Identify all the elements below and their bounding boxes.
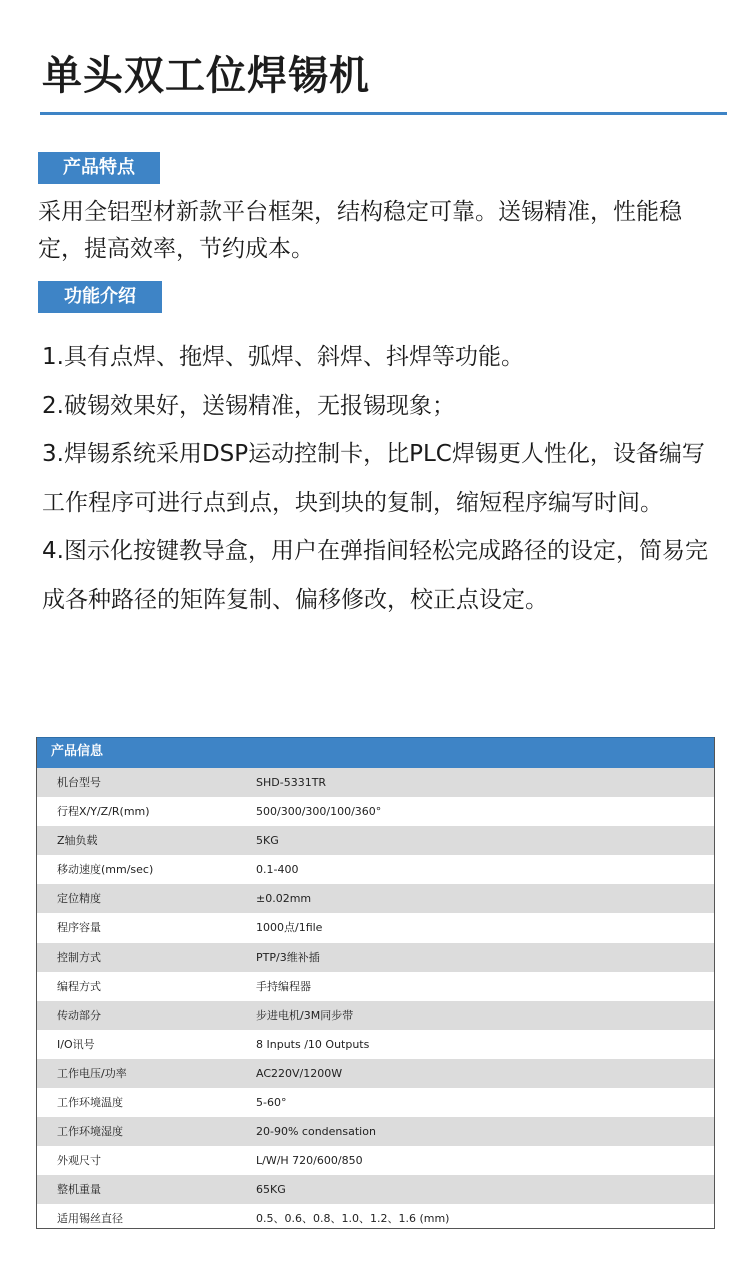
- spec-label: 编程方式: [57, 979, 101, 993]
- spec-value: 5KG: [256, 834, 279, 848]
- table-row: [37, 855, 714, 884]
- spec-value: 5-60°: [256, 1096, 287, 1110]
- table-row: [37, 884, 714, 913]
- spec-label: I/O讯号: [57, 1037, 95, 1051]
- table-row: [37, 943, 714, 972]
- intro-paragraph: 采用全铝型材新款平台框架，结构稳定可靠。送锡精准，性能稳定，提高效率，节约成本。: [38, 199, 682, 262]
- function-item: 4.图示化按键教导盒，用户在弹指间轻松完成路径的设定，简易完成各种路径的矩阵复制、偏移修改，校正点设定。: [42, 538, 708, 613]
- spec-label: 移动速度(mm/sec): [57, 863, 154, 877]
- spec-label: 工作电压/功率: [57, 1066, 127, 1080]
- spec-value: SHD-5331TR: [256, 776, 327, 789]
- spec-value: 0.1-400: [256, 863, 299, 877]
- spec-label: 控制方式: [57, 950, 101, 964]
- spec-value: 20-90% condensation: [256, 1125, 376, 1139]
- spec-value: 1000点/1file: [256, 921, 323, 935]
- function-item: 3.焊锡系统采用DSP运动控制卡，比PLC焊锡更人性化，设备编写工作程序可进行点到点，块到块的复制，缩短程序编写时间。: [42, 441, 705, 516]
- table-row: [37, 1001, 714, 1030]
- function-item: 2.破锡效果好，送锡精准，无报锡现象；: [42, 392, 455, 419]
- spec-label: 外观尺寸: [57, 1154, 101, 1168]
- function-item: 1.具有点焊、拖焊、弧焊、斜焊、抖焊等功能。: [42, 344, 524, 370]
- spec-table-header: 产品信息: [37, 737, 714, 768]
- spec-value: 500/300/300/100/360°: [256, 805, 382, 819]
- function-list: [42, 333, 714, 624]
- spec-table: [36, 737, 715, 1229]
- section-tag-functions: 功能介绍: [38, 281, 162, 313]
- spec-value: PTP/3维补插: [256, 950, 320, 964]
- spec-value: L/W/H 720/600/850: [256, 1154, 363, 1168]
- title-divider: [40, 112, 727, 115]
- spec-label: 适用锡丝直径: [57, 1212, 123, 1226]
- table-row: [37, 972, 714, 1001]
- table-row: [37, 1146, 714, 1175]
- table-row: [37, 1175, 714, 1204]
- spec-label: 整机重量: [57, 1183, 101, 1197]
- spec-label: 定位精度: [57, 892, 101, 906]
- spec-value: ±0.02mm: [256, 892, 312, 906]
- table-row: [37, 913, 714, 942]
- spec-label: Z轴负载: [57, 834, 98, 848]
- spec-label: 传动部分: [57, 1008, 101, 1022]
- page-title: 单头双工位焊锡机: [42, 52, 370, 99]
- table-row: [37, 1030, 714, 1059]
- table-row: [37, 768, 714, 797]
- spec-label: 程序容量: [57, 921, 101, 935]
- spec-label: 工作环境温度: [57, 1096, 123, 1110]
- table-row: [37, 797, 714, 826]
- table-row: [37, 1117, 714, 1146]
- table-row: [37, 1204, 714, 1229]
- section-tag-features: 产品特点: [38, 152, 160, 184]
- spec-label: 机台型号: [57, 776, 101, 789]
- table-row: [37, 1088, 714, 1117]
- spec-value: 手持编程器: [256, 979, 311, 993]
- spec-label: 行程X/Y/Z/R(mm): [57, 805, 150, 819]
- spec-value: 步进电机/3M同步带: [256, 1008, 354, 1022]
- spec-value: 65KG: [256, 1183, 286, 1197]
- spec-value: 0.5、0.6、0.8、1.0、1.2、1.6 (mm): [256, 1212, 450, 1226]
- table-row: [37, 826, 714, 855]
- spec-value: AC220V/1200W: [256, 1066, 343, 1080]
- spec-value: 8 Inputs /10 Outputs: [256, 1037, 370, 1051]
- spec-label: 工作环境湿度: [57, 1125, 123, 1139]
- table-row: [37, 1059, 714, 1088]
